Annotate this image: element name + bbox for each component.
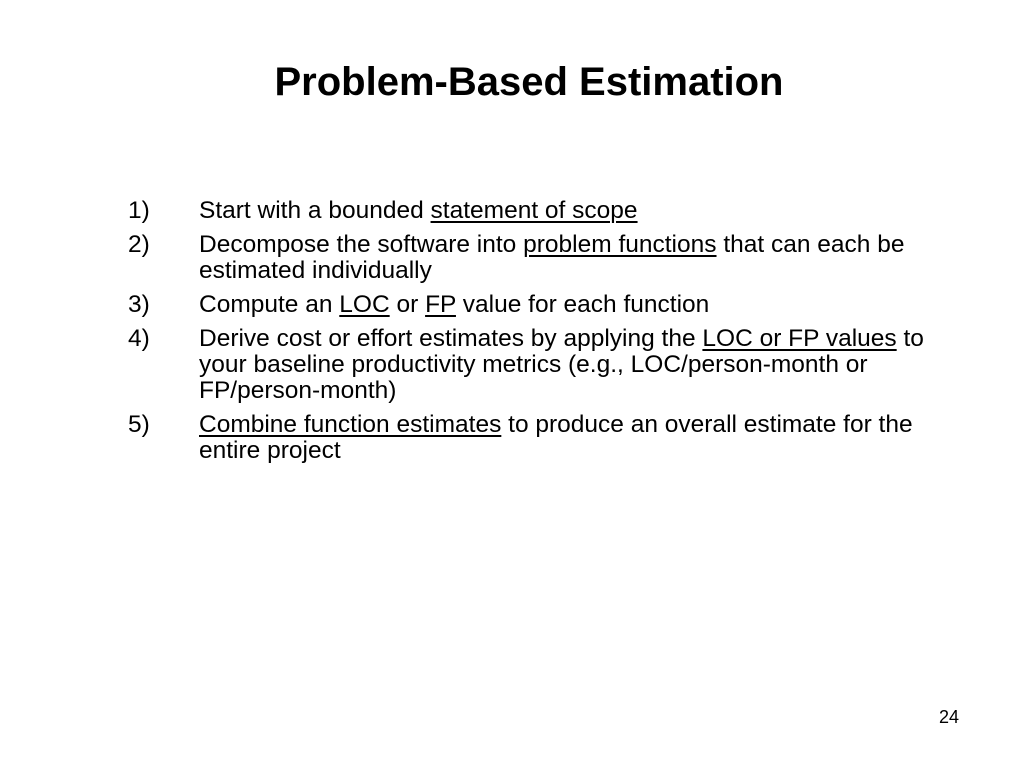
- step-text: [199, 411, 913, 464]
- step-text: [199, 197, 638, 224]
- step-text-underlined: problem functions: [523, 231, 717, 258]
- step-text-underlined: statement of scope: [430, 197, 638, 224]
- step-item: [128, 292, 928, 318]
- step-text-part: Derive cost or effort estimates by applying the: [199, 325, 703, 352]
- step-text-underlined: FP: [425, 291, 456, 318]
- step-text-part: value for each function: [455, 291, 710, 318]
- step-text-part: Start with a bounded: [199, 197, 431, 224]
- step-text-underlined: LOC: [339, 291, 390, 318]
- step-text-part: to produce an overall estimate for the entire project: [199, 411, 913, 464]
- step-item: [128, 412, 928, 464]
- step-item: [128, 198, 928, 224]
- step-text: [199, 325, 924, 404]
- step-item: [128, 326, 928, 404]
- step-text-part: to your baseline productivity metrics (e.g., LOC/person-month or FP/person-month): [199, 325, 924, 404]
- step-text-part: Compute an: [199, 291, 340, 318]
- step-number: 5): [128, 411, 150, 438]
- step-text-part: that can each be estimated individually: [199, 231, 905, 284]
- step-number: 4): [128, 325, 150, 352]
- step-text-underlined: Combine function estimates: [199, 411, 502, 438]
- step-text-part: or: [389, 291, 426, 318]
- slide-title: Problem-Based Estimation: [274, 60, 784, 104]
- step-text: [199, 231, 905, 284]
- step-text: [199, 291, 709, 318]
- step-number: 2): [128, 231, 150, 258]
- steps-list: [128, 198, 928, 472]
- step-number: 3): [128, 291, 150, 318]
- step-text-part: Decompose the software into: [199, 231, 524, 258]
- step-text-underlined: LOC or FP values: [702, 325, 897, 352]
- step-number: 1): [128, 197, 150, 224]
- page-number: 24: [939, 707, 960, 727]
- step-item: [128, 232, 928, 284]
